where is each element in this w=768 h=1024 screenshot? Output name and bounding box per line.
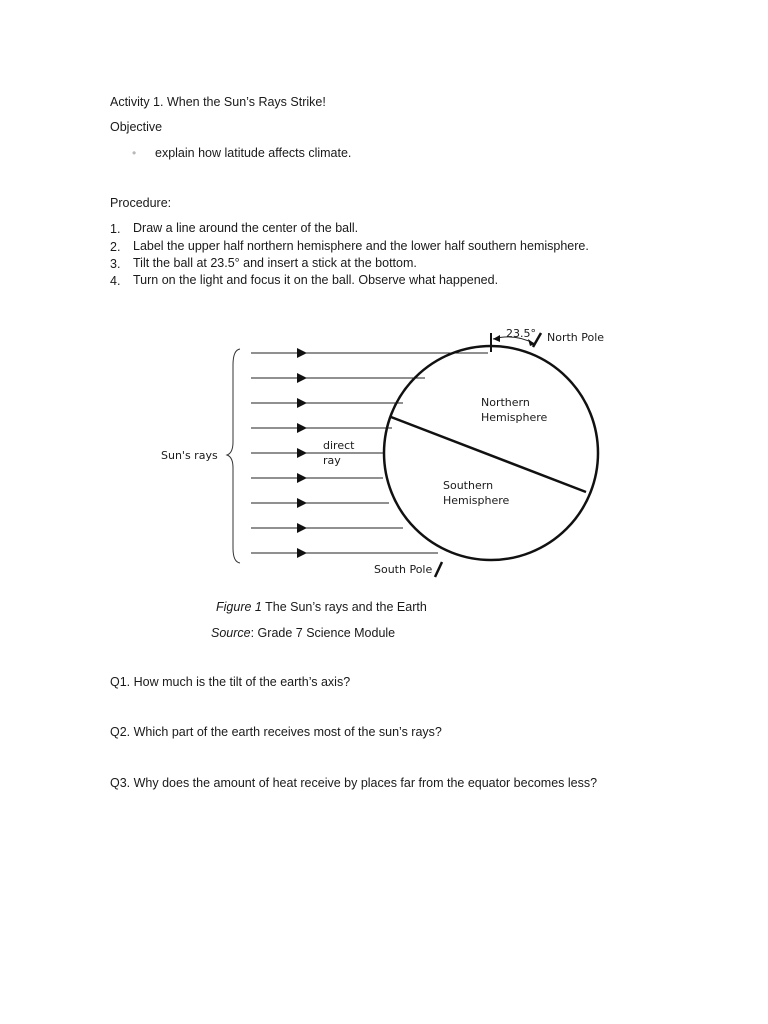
caption-label: Figure 1 — [216, 600, 262, 614]
southern-hemisphere-label: Southern — [443, 479, 494, 492]
caption-text: The Sun’s rays and the Earth — [261, 600, 427, 614]
figure-source — [211, 626, 395, 640]
question-3: Q3. Why does the amount of heat receive by places far from the equator becomes less? — [110, 776, 598, 790]
objective-item: explain how latitude affects climate. — [155, 146, 352, 160]
direct-ray-label: direct — [323, 439, 355, 452]
arrowhead-icon — [297, 523, 307, 533]
procedure-step-number: 1. — [110, 222, 121, 236]
south-axis-stick — [435, 562, 442, 577]
question-1: Q1. How much is the tilt of the earth’s axis? — [110, 675, 351, 689]
arrowhead-icon — [297, 498, 307, 508]
sun-rays — [251, 353, 488, 553]
arrowhead-icon — [297, 373, 307, 383]
procedure-step: Turn on the light and focus it on the ball. Observe what happened. — [133, 273, 499, 287]
procedure-step: Tilt the ball at 23.5° and insert a stick at the bottom. — [133, 256, 417, 270]
arrowhead-icon — [297, 548, 307, 558]
rays-brace — [227, 349, 240, 563]
earth-circle — [384, 346, 598, 560]
arrowhead-icon — [297, 398, 307, 408]
direct-ray-label: ray — [323, 454, 341, 467]
objective-heading: Objective — [110, 120, 163, 134]
procedure-heading: Procedure: — [110, 196, 172, 210]
activity-title: Activity 1. When the Sun’s Rays Strike! — [110, 95, 326, 109]
arrowhead-icon — [297, 348, 307, 358]
bullet-icon: • — [132, 146, 137, 160]
tilt-angle-label: 23.5° — [506, 327, 536, 340]
procedure-step-number: 4. — [110, 274, 121, 288]
southern-hemisphere-label: Hemisphere — [443, 494, 510, 507]
procedure-step-number: 2. — [110, 240, 121, 254]
arrowhead-icon — [297, 423, 307, 433]
arrowhead-icon — [297, 473, 307, 483]
procedure-step-number: 3. — [110, 257, 121, 271]
procedure-step: Draw a line around the center of the ball. — [133, 221, 359, 235]
suns-rays-label: Sun's rays — [161, 449, 218, 462]
north-pole-label: North Pole — [547, 331, 605, 344]
figure-caption — [216, 600, 427, 614]
south-pole-label: South Pole — [374, 563, 433, 576]
ray-arrowheads — [297, 348, 307, 558]
northern-hemisphere-label: Hemisphere — [481, 411, 548, 424]
source-label: Source — [211, 626, 251, 640]
procedure-step: Label the upper half northern hemisphere and the lower half southern hemisphere. — [133, 239, 589, 253]
northern-hemisphere-label: Northern — [481, 396, 530, 409]
arrowhead-icon — [493, 335, 500, 342]
source-text: : Grade 7 Science Module — [250, 626, 396, 640]
question-2: Q2. Which part of the earth receives most of the sun’s rays? — [110, 725, 442, 739]
arrowhead-icon — [297, 448, 307, 458]
